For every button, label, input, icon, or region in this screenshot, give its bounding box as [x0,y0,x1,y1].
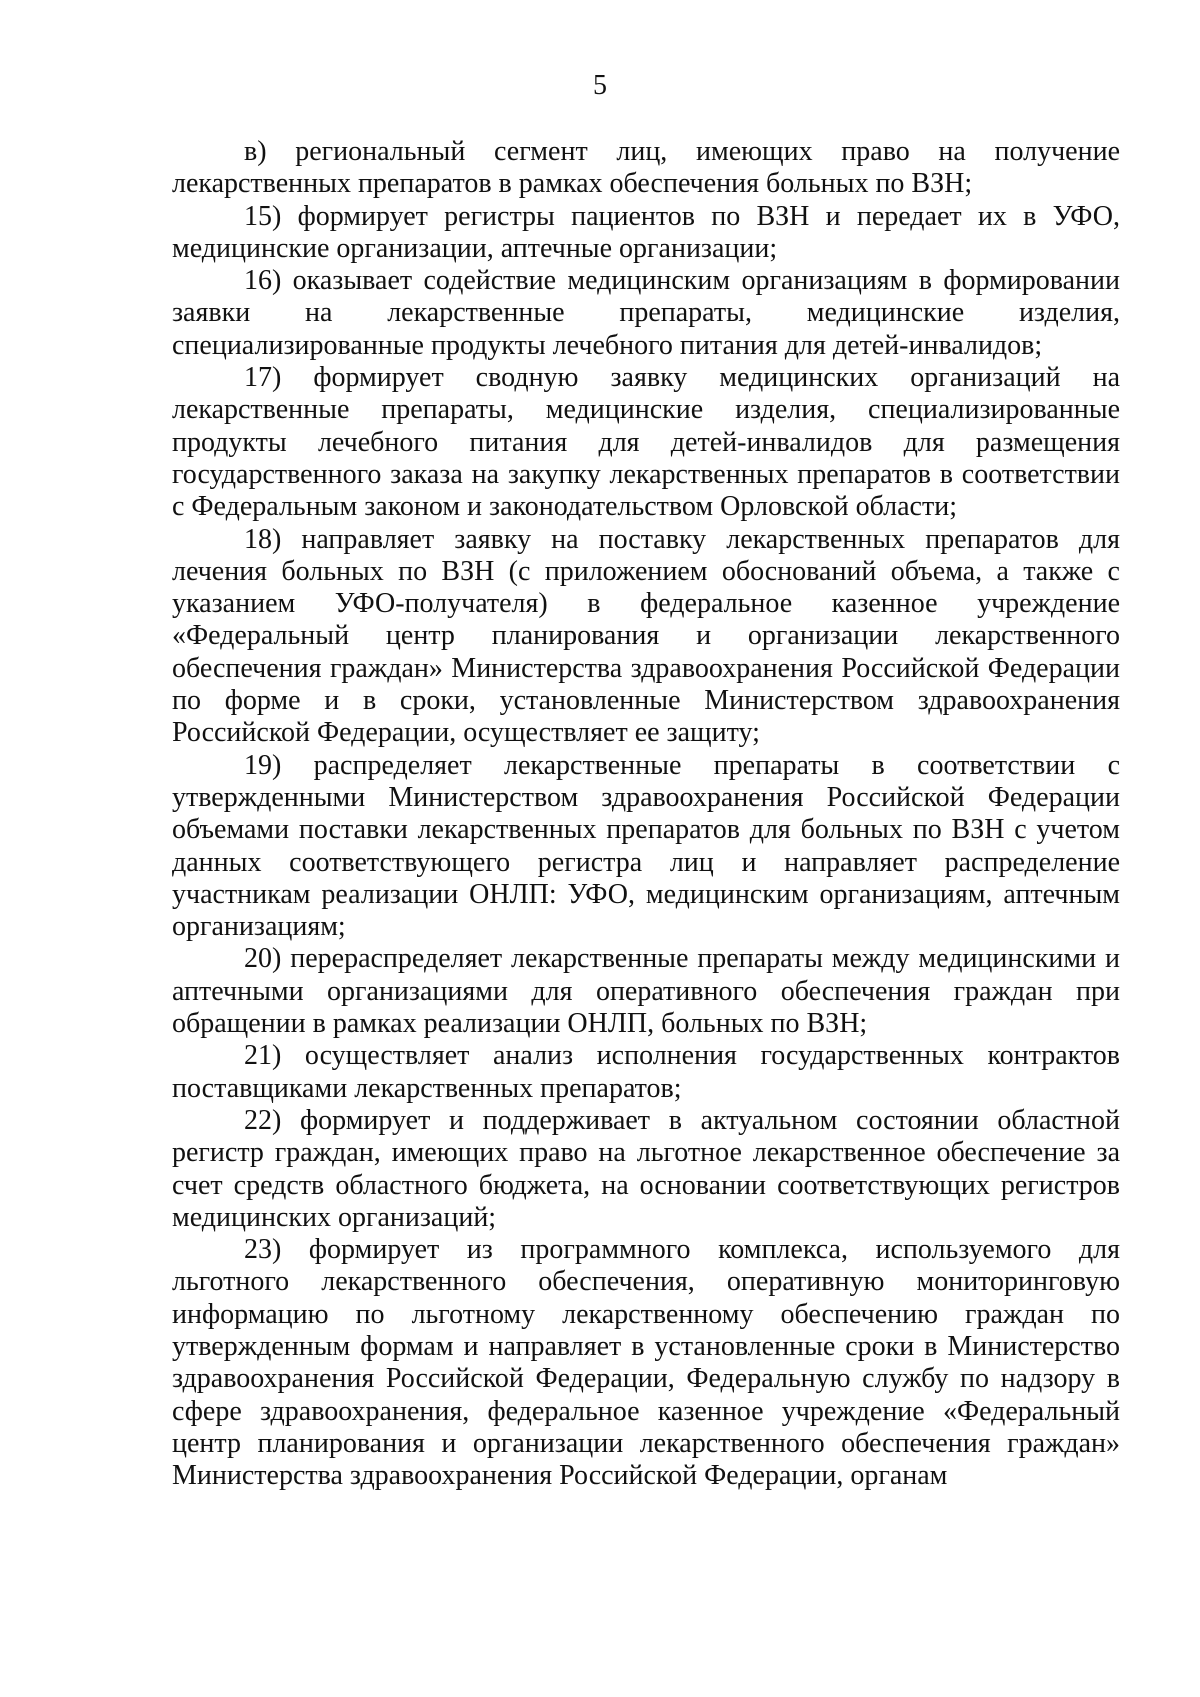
paragraph-19: 19) распределяет лекарственные препараты в соответствии с утвержденными Министерством здравоохранения Российской Федерации объемами поставки лекарственных препаратов для больных по ВЗН с учетом данных соответствующего регистра лиц и направляет распределение участникам реализации ОНЛП: УФО, медицинским организациям, аптечным организациям; [172,749,1120,943]
paragraph-22: 22) формирует и поддерживает в актуальном состоянии областной регистр граждан, имеющих право на льготное лекарственное обеспечение за счет средств областного бюджета, на основании соответствующих регистров медицинских организаций; [172,1104,1120,1233]
paragraph-16: 16) оказывает содействие медицинским организациям в формировании заявки на лекарственные препараты, медицинские изделия, специализированные продукты лечебного питания для детей-инвалидов; [172,265,1120,361]
paragraph-18: 18) направляет заявку на поставку лекарственных препаратов для лечения больных по ВЗН (с приложением обоснований объема, а также с указанием УФО-получателя) в федеральное казенное учреждение «Федеральный центр планирования и организации лекарственного обеспечения граждан» Министерства здравоохранения Российской Федерации по форме и в сроки, установленные Министерством здравоохранения Российской Федерации, осуществляет ее защиту; [172,523,1120,749]
paragraph-23: 23) формирует из программного комплекса, используемого для льготного лекарственного обеспечения, оперативную мониторинговую информацию по льготному лекарственному обеспечению граждан по утвержденным формам и направляет в установленные сроки в Министерство здравоохранения Российской Федерации, Федеральную службу по надзору в сфере здравоохранения, федеральное казенное учреждение «Федеральный центр планирования и организации лекарственного обеспечения граждан» Министерства здравоохранения Российской Федерации, органам [172,1234,1120,1492]
document-body [172,136,1120,1492]
paragraph-21: 21) осуществляет анализ исполнения государственных контрактов поставщиками лекарственных препаратов; [172,1040,1120,1104]
page-number: 5 [593,70,607,101]
paragraph-17: 17) формирует сводную заявку медицинских организаций на лекарственные препараты, медицинские изделия, специализированные продукты лечебного питания для детей-инвалидов для размещения государственного заказа на закупку лекарственных препаратов в соответствии с Федеральным законом и законодательством Орловской области; [172,362,1120,523]
paragraph-20: 20) перераспределяет лекарственные препараты между медицинскими и аптечными организациями для оперативного обеспечения граждан при обращении в рамках реализации ОНЛП, больных по ВЗН; [172,943,1120,1040]
paragraph-v: в) региональный сегмент лиц, имеющих право на получение лекарственных препаратов в рамках обеспечения больных по ВЗН; [172,136,1120,200]
paragraph-15: 15) формирует регистры пациентов по ВЗН и передает их в УФО, медицинские организации, аптечные организации; [172,200,1120,264]
